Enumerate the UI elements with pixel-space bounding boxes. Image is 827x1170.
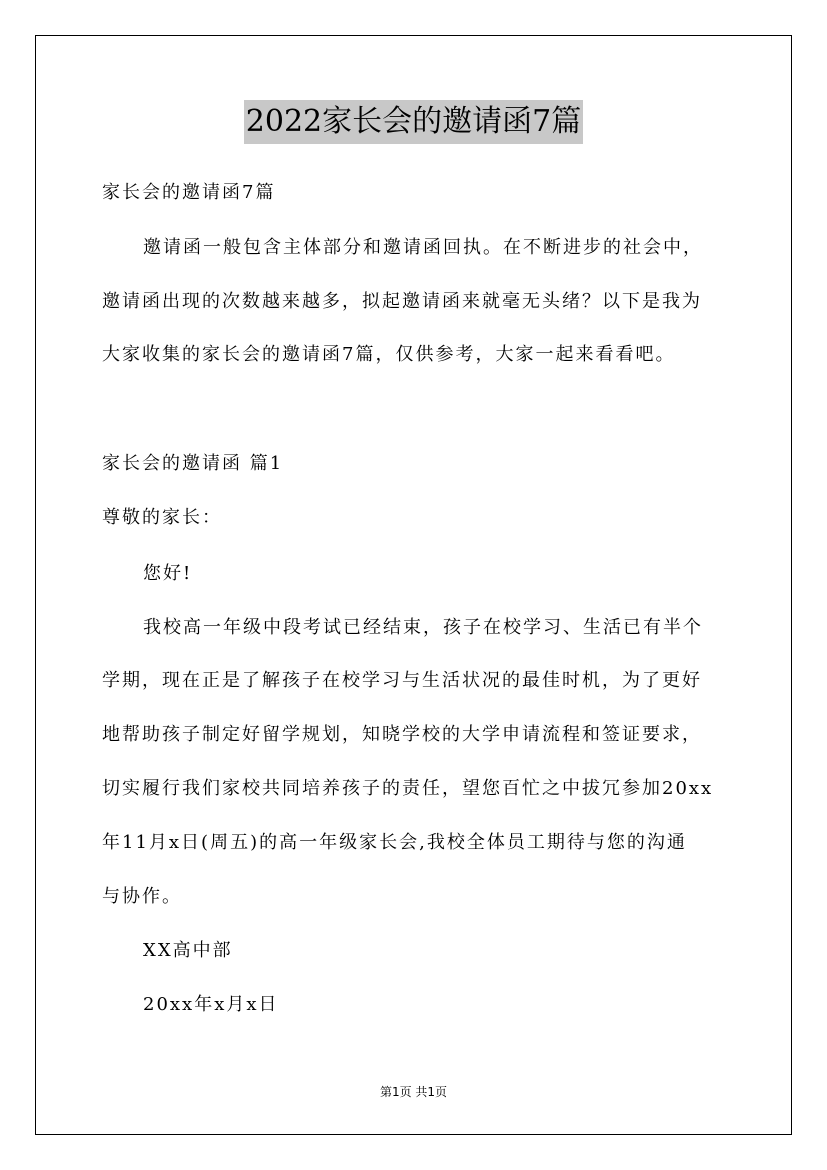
- body-line-2: 学期，现在正是了解孩子在校学习与生活状况的最佳时机，为了更好: [102, 670, 702, 691]
- intro-line-2: 邀请函出现的次数越来越多，拟起邀请函来就毫无头绪？以下是我为: [102, 291, 702, 312]
- greeting: 您好!: [143, 563, 193, 584]
- document-subtitle: 家长会的邀请函7篇: [102, 182, 276, 203]
- page-footer: 第1页 共1页: [379, 1085, 448, 1099]
- salutation: 尊敬的家长：: [102, 507, 222, 528]
- body-line-5: 年11月x日(周五)的高一年级家长会,我校全体员工期待与您的沟通: [102, 832, 687, 853]
- section-heading: 家长会的邀请函 篇1: [102, 453, 284, 474]
- body-line-4: 切实履行我们家校共同培养孩子的责任，望您百忙之中拔冗参加20xx: [102, 778, 714, 799]
- document-title: 2022家长会的邀请函7篇: [244, 100, 583, 144]
- title-wrapper: [0, 100, 827, 144]
- signature: XX高中部: [143, 940, 233, 961]
- intro-line-3: 大家收集的家长会的邀请函7篇，仅供参考，大家一起来看看吧。: [102, 344, 676, 365]
- letter-date: 20xx年x月x日: [143, 994, 279, 1015]
- body-line-3: 地帮助孩子制定好留学规划，知晓学校的大学申请流程和签证要求，: [102, 724, 702, 745]
- body-line-6: 与协作。: [102, 886, 182, 907]
- intro-line-1: 邀请函一般包含主体部分和邀请函回执。在不断进步的社会中，: [143, 237, 703, 258]
- body-line-1: 我校高一年级中段考试已经结束，孩子在校学习、生活已有半个: [143, 617, 703, 638]
